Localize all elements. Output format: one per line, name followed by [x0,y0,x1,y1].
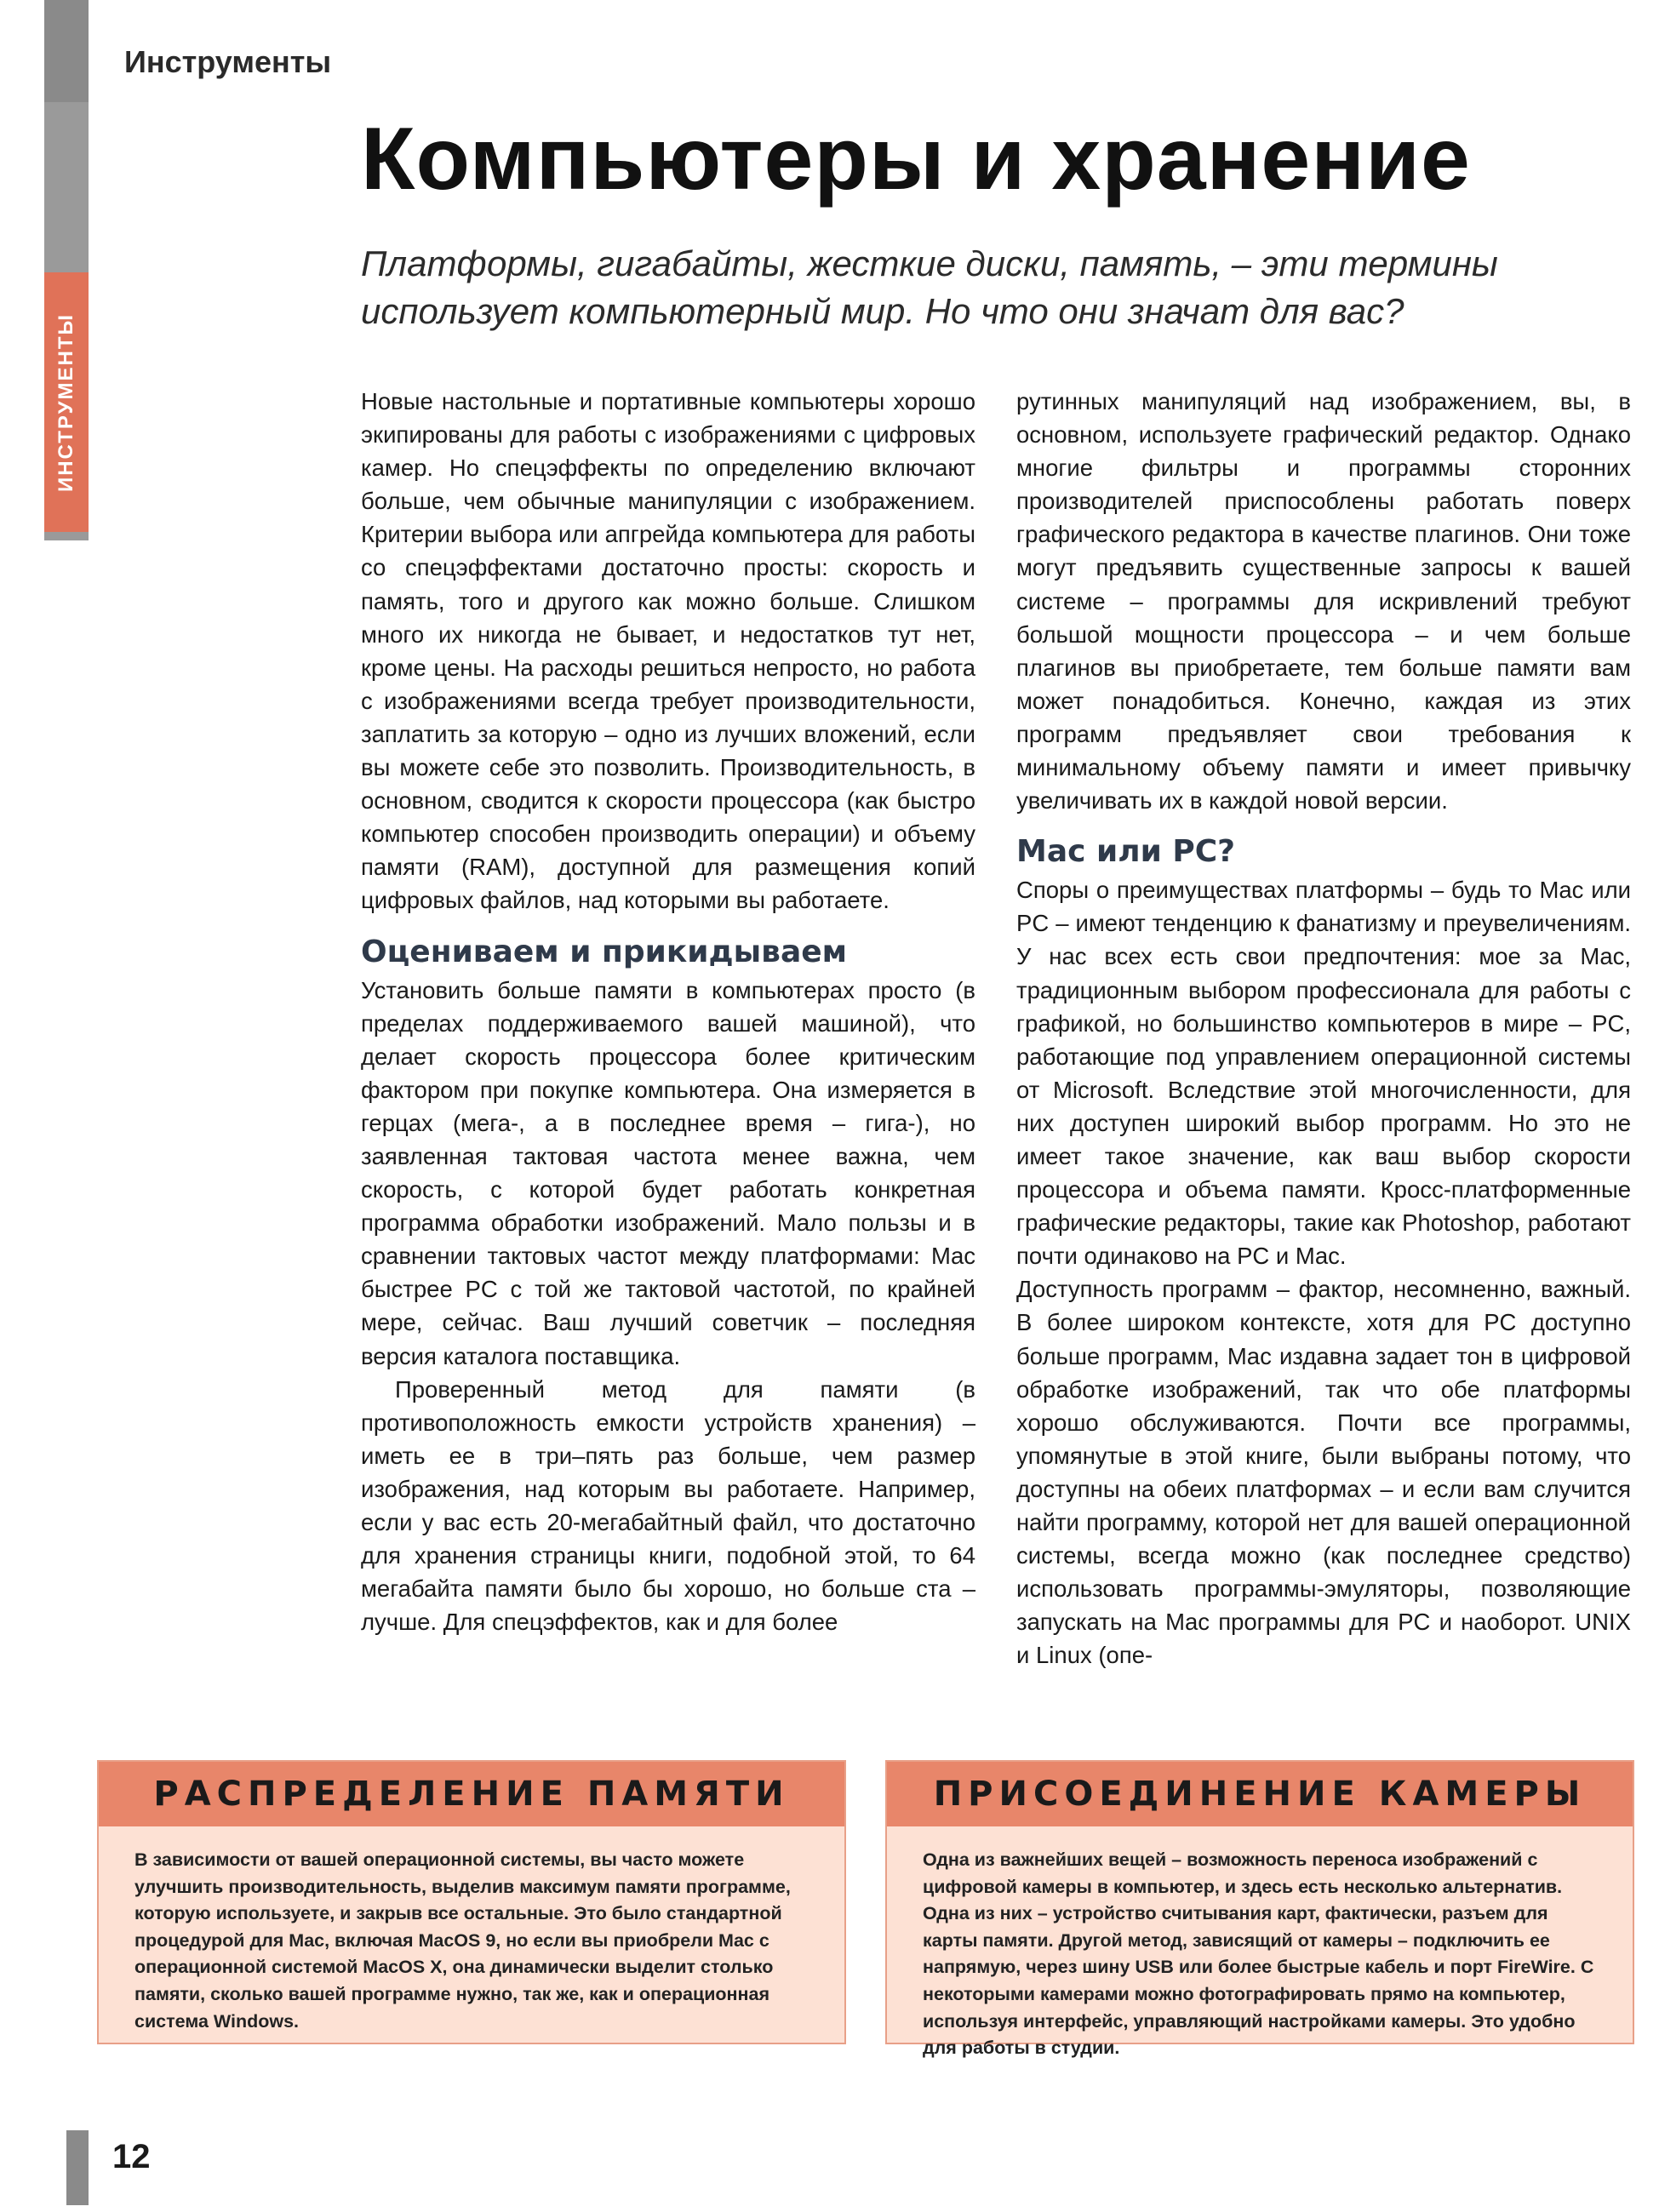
margin-strip-top [44,0,89,102]
page-title: Компьютеры и хранение [361,110,1471,209]
section-name: Инструменты [124,44,332,79]
memory-box-title: РАСПРЕДЕЛЕНИЕ ПАМЯТИ [153,1775,790,1814]
right-paragraph-1: рутинных манипуляций над изображением, вы, в основном, используете графический редактор. Однако многие фильтры и программы сторонних производителей приспособлены работать поверх графического редактора в качестве плагинов. Они тоже могут предъявить существенные запросы к вашей системе – программы для искривлений требуют большой мощности процессора – и чем больше плагинов вы приобретаете, тем больше памяти вам может понадобиться. Конечно, каждая из этих программ предъявляет свои требования к минимальному объему памяти и имеет привычку увеличивать их в каждой новой версии. [1016,388,1631,814]
memory-box-header [99,1762,844,1826]
page-number-marker [66,2130,89,2205]
side-tab-label-wrap [44,272,89,532]
memory-sidebar-box [97,1760,846,2044]
left-paragraph-1: Новые настольные и портативные компьютеры хорошо экипированы для работы с изображениями с цифровых камер. Но спецэффекты по определению включают больше, чем обычные манипуляции с изображением. Критерии выбора или апгрейда компьютера для работы со спецэффектами достаточно просты: скорость и память, того и другого как можно больше. Слишком много их никогда не бывает, и недостатков тут нет, кроме цены. На расходы решиться непросто, но работа с изображениями всегда требует производительности, заплатить за которую – одно из лучших вложений, если вы можете себе это позволить. Производительность, в основном, сводится к скорости процессора (как быстро компьютер способен производить операции) и объему памяти (RAM), доступной для размещения копий цифровых файлов, над которыми вы работаете. [361,388,975,914]
page-subtitle: Платформы, гигабайты, жесткие диски, память, – эти термины использует компьютерный мир. Но что они значат для вас? [361,243,1498,331]
right-paragraph-2: Споры о преимуществах платформы – будь то Mac или PC – имеют тенденцию к фанатизму и преувеличениям. У нас всех есть свои предпочтения: мое за Mac, традиционным выбором профессионала для работы с графикой, но большинство компьютеров в мире – PC, работающие под управлением операционной системы от Microsoft. Вследствие этой многочисленности, для них доступен широкий выбор программ. Но это не имеет такое значение, как ваш выбор скорости процессора и объема памяти. Кросс-платформенные графические редакторы, такие как Photoshop, работают почти одинаково на PC и Mac. [1016,877,1631,1270]
camera-box-text: Одна из важнейших вещей – возможность переноса изображений с цифровой камеры в компьютер, и здесь есть несколько альтернатив. Одна из них – устройство считывания карт, фактически, разъем для карты памяти. Другой метод, зависящий от камеры – подключить ее напрямую, через шину USB или более быстрые кабель и порт FireWire. С некоторыми камерами можно фотографировать прямо на компьютер, используя интерфейс, управляющий настройками камеры. Это удобно для работы в студии. [923,1849,1594,2059]
side-tab-label: ИНСТРУМЕНТЫ [54,312,77,492]
page-number: 12 [112,2138,151,2175]
right-paragraph-3: Доступность программ – фактор, несомненно, важный. В более широком контексте, хотя для PC доступно больше программ, Mac издавна задает тон в цифровой обработке изображений, так что обе платформы хорошо обслуживаются. Почти все программы, упомянутые в этой книге, были выбраны потому, что доступны на обеих платформах – и если вам случится найти программу, которой нет для вашей операционной системы, всегда можно (как последнее средство) использовать программы-эмуляторы, позволяющие запускать на Mac программы для PC и наоборот. UNIX и Linux (опе- [1016,1276,1631,1669]
camera-box-header [887,1762,1633,1826]
right-column [1016,385,1631,1672]
left-column [361,385,975,1638]
memory-box-text: В зависимости от вашей операционной системы, вы часто можете улучшить производительность, выделив максимум памяти программе, которую используете, и закрыв все остальные. Это было стандартной процедурой для Mac, включая MacOS 9, но если вы приобрели Mac с операционной системой MacOS X, она динамически выделит столько памяти, сколько вашей программе нужно, так же, как и операционная система Windows. [134,1849,791,2032]
camera-sidebar-box [885,1760,1634,2059]
camera-box-title: ПРИСОЕДИНЕНИЕ КАМЕРЫ [933,1775,1587,1814]
right-section-heading: Mac или PC? [1016,834,1236,870]
left-section-heading: Оцениваем и прикидываем [361,934,848,969]
left-paragraph-3: Проверенный метод для памяти (в противоположность емкости устройств хранения) – иметь ее в три–пять раз больше, чем размер изображения, над которым вы работаете. Например, если у вас есть 20-мегабайтный файл, что достаточно для хранения страницы книги, подобной этой, то 64 мегабайта памяти было бы хорошо, но больше ста – лучше. Для спецэффектов, как и для более [361,1375,975,1636]
margin-strip-bottom [44,532,89,540]
margin-strip-middle [44,102,89,272]
left-paragraph-2: Установить больше памяти в компьютерах просто (в пределах поддерживаемого вашей машиной), что делает скорость процессора более критическим фактором при покупке компьютера. Она измеряется в герцах (мега-, а в последнее время – гига-), но заявленная тактовая частота менее важна, чем скорость, с которой будет работать конкретная программа обработки изображений. Мало пользы и в сравнении тактовых частот между платформами: Mac быстрее PC с той же тактовой частотой, по крайней мере, сейчас. Ваш лучший советчик – последняя версия каталога поставщика. [361,976,975,1369]
